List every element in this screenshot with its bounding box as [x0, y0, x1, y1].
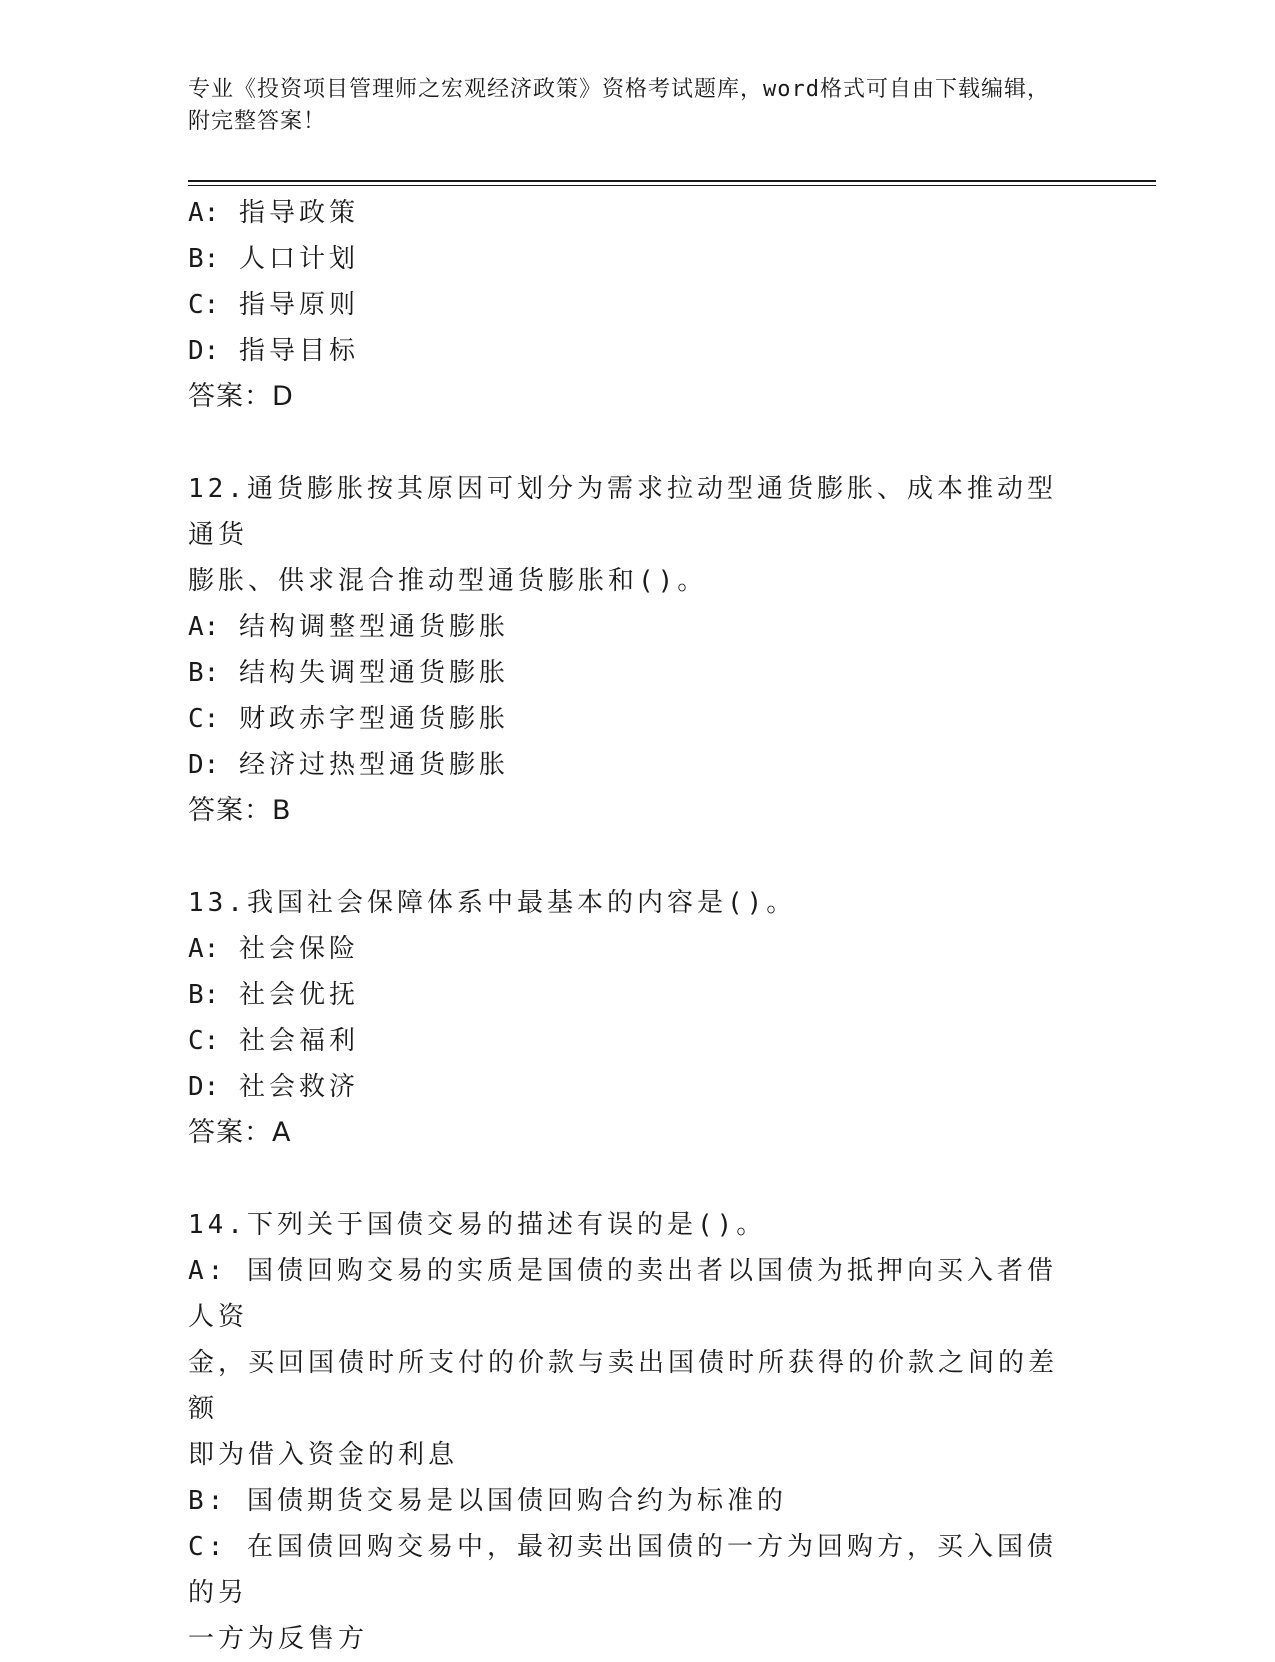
header-divider-thick — [188, 180, 1156, 182]
spacer — [188, 834, 1068, 880]
option-d: D: 指导目标 — [188, 336, 359, 366]
option-c-line: 一方为反售方 — [188, 1624, 369, 1654]
question-14 — [188, 1202, 1068, 1662]
question-stem: 14.下列关于国债交易的描述有误的是()。 — [188, 1210, 767, 1240]
answer: 答案：B — [188, 795, 292, 826]
answer: 答案：D — [188, 381, 294, 412]
option-d: D: 经济过热型通货膨胀 — [188, 750, 509, 780]
option-a: A: 结构调整型通货膨胀 — [188, 612, 509, 642]
question-stem: 12.通货膨胀按其原因可划分为需求拉动型通货膨胀、成本推动型通货 — [188, 474, 1057, 550]
question-content — [188, 190, 1068, 1662]
option-d: D: 社会救济 — [188, 1072, 359, 1102]
document-header — [188, 74, 1068, 138]
option-a-line: A: 国债回购交易的实质是国债的卖出者以国债为抵押向买入者借人资 — [188, 1256, 1057, 1332]
option-a: A: 指导政策 — [188, 198, 359, 228]
option-b: B: 社会优抚 — [188, 980, 359, 1010]
question-stem: 13.我国社会保障体系中最基本的内容是()。 — [188, 888, 797, 918]
option-c-line: C: 在国债回购交易中，最初卖出国债的一方为回购方，买入国债的另 — [188, 1532, 1057, 1608]
question-13 — [188, 880, 1068, 1156]
option-a-line: 金，买回国债时所支付的价款与卖出国债时所获得的价款之间的差额 — [188, 1348, 1059, 1424]
answer: 答案：A — [188, 1117, 292, 1148]
option-a: A: 社会保险 — [188, 934, 359, 964]
option-c: C: 指导原则 — [188, 290, 359, 320]
header-divider-thin — [188, 185, 1156, 186]
option-b: B: 结构失调型通货膨胀 — [188, 658, 509, 688]
spacer — [188, 420, 1068, 466]
option-c: C: 财政赤字型通货膨胀 — [188, 704, 509, 734]
option-a-line: 即为借入资金的利息 — [188, 1440, 459, 1470]
option-c: C: 社会福利 — [188, 1026, 359, 1056]
option-b: B: 人口计划 — [188, 244, 359, 274]
spacer — [188, 1156, 1068, 1202]
question-11-continued — [188, 190, 1068, 420]
question-stem: 膨胀、供求混合推动型通货膨胀和()。 — [188, 566, 708, 596]
question-12 — [188, 466, 1068, 834]
option-b-line: B: 国债期货交易是以国债回购合约为标准的 — [188, 1486, 787, 1516]
header-text: 专业《投资项目管理师之宏观经济政策》资格考试题库，word格式可自由下载编辑，附完整答案！ — [188, 77, 1050, 134]
